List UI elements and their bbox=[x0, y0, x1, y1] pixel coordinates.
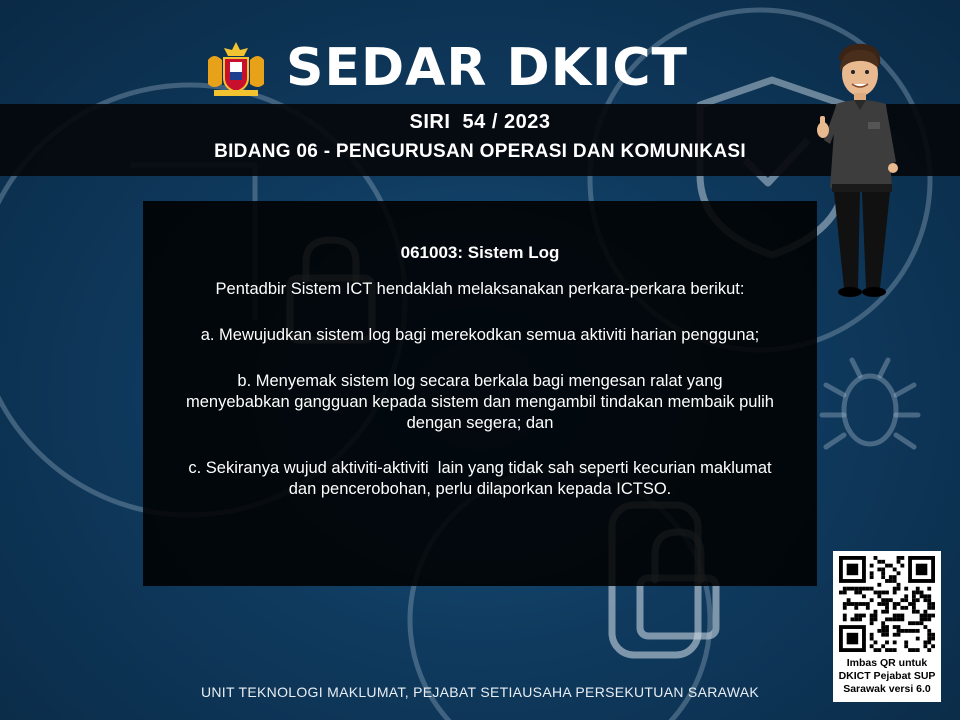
qr-caption bbox=[833, 657, 941, 696]
qr-card bbox=[833, 551, 941, 702]
series-number: SIRI 54 / 2023 bbox=[409, 111, 551, 133]
qr-caption-line: DKICT Pejabat SUP bbox=[838, 670, 936, 682]
qr-caption-line: Imbas QR untuk bbox=[846, 657, 928, 669]
item-c-line: dan pencerobohan, perlu dilaporkan kepada ICTSO. bbox=[288, 480, 672, 498]
item-b-line: b. Menyemak sistem log secara berkala bagi mengesan ralat yang bbox=[237, 372, 723, 390]
content-box bbox=[143, 201, 817, 586]
title-row bbox=[200, 36, 688, 100]
footer-text: UNIT TEKNOLOGI MAKLUMAT, PEJABAT SETIAUSAHA PERSEKUTUAN SARAWAK bbox=[200, 684, 760, 700]
mascot-figure bbox=[808, 38, 908, 300]
section-heading: BIDANG 06 - PENGURUSAN OPERASI DAN KOMUNIKASI bbox=[214, 141, 746, 162]
bug-icon bbox=[844, 376, 896, 444]
item-a: a. Mewujudkan sistem log bagi merekodkan semua aktiviti harian pengguna; bbox=[200, 326, 760, 344]
item-b-line: menyebabkan gangguan kepada sistem dan mengambil tindakan membaik pulih bbox=[186, 393, 774, 411]
intro-text: Pentadbir Sistem ICT hendaklah melaksanakan perkara-perkara berikut: bbox=[215, 280, 745, 298]
item-c bbox=[143, 458, 817, 500]
qr-code[interactable] bbox=[839, 556, 935, 652]
item-c-line: c. Sekiranya wujud aktiviti-aktiviti lain yang tidak sah seperti kecurian maklumat bbox=[188, 459, 772, 477]
clause-title: 061003: Sistem Log bbox=[400, 243, 560, 262]
item-b-line: dengan segera; dan bbox=[406, 414, 554, 432]
item-b bbox=[143, 371, 817, 434]
page-title: SEDAR DKICT bbox=[286, 38, 688, 98]
coat-of-arms-emblem bbox=[200, 38, 272, 98]
qr-caption-line: Sarawak versi 6.0 bbox=[843, 683, 931, 695]
